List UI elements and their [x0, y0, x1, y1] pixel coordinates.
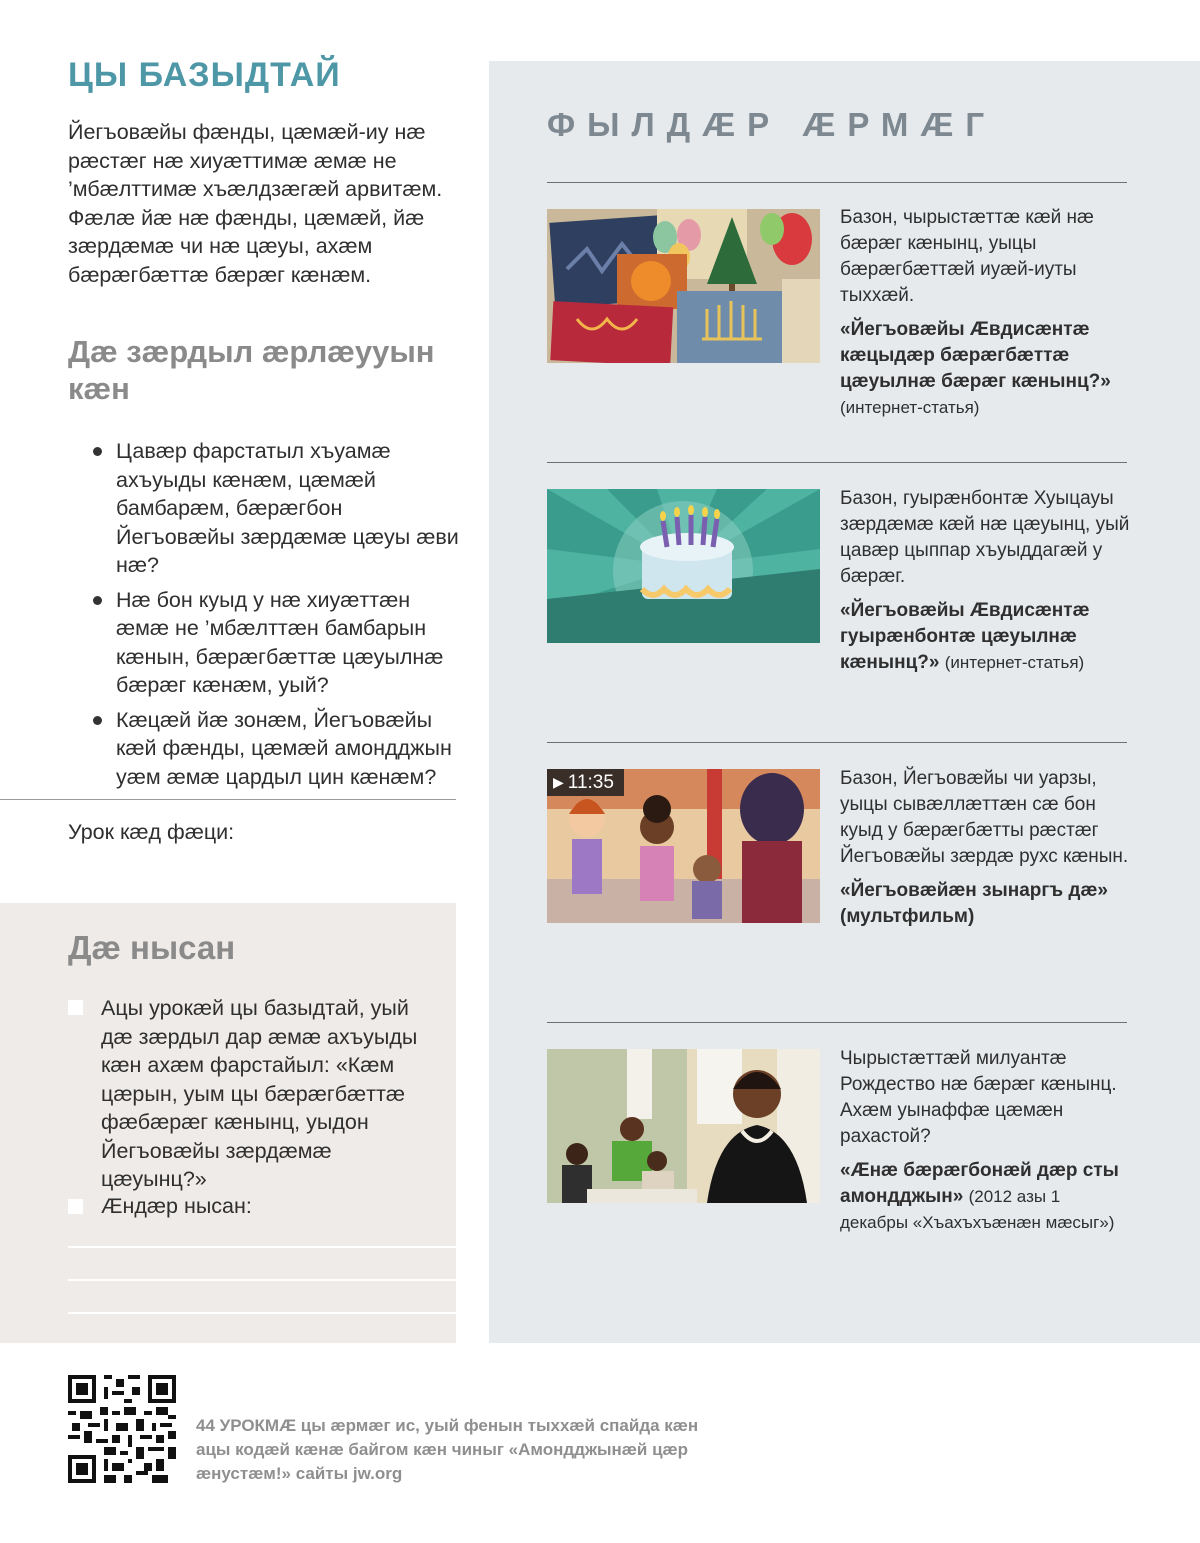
birthday-cake-image[interactable] — [547, 489, 820, 643]
divider — [547, 1022, 1127, 1023]
divider — [0, 799, 456, 800]
question-text: Цавæр фарстатыл хъуамæ ахъуыды кæнæм, цæмæй бамбарæм, бæрæгбон Йегъовæйы зæрдæмæ цæуы æви нæ? — [116, 439, 459, 577]
item-link[interactable] — [840, 317, 1130, 421]
item-description: Базон, Йегъовæйы чи уарзы, уыцы сывæллæттæн сæ бон куыд у бæрæгбæтты рæстæг Йегъовæйы зæрдæ рухс кæнын. — [840, 768, 1129, 867]
divider — [547, 182, 1127, 183]
video-duration-badge[interactable] — [547, 769, 624, 796]
item-link[interactable] — [840, 598, 1130, 676]
item-note: (2012 азы 1 декабры «Хъахъхъæнæн мæсыг») — [840, 1187, 1115, 1232]
checkbox-icon[interactable] — [68, 1000, 83, 1015]
goal-heading: Дæ нысан — [68, 929, 236, 966]
section-heading: ЦЫ БАЗЫДТАЙ — [68, 56, 341, 94]
qr-code-icon[interactable] — [68, 1375, 176, 1483]
reading-item — [840, 486, 1130, 676]
holidays-collage-image[interactable] — [547, 209, 820, 363]
video-duration: 11:35 — [567, 772, 614, 793]
review-question — [90, 586, 460, 700]
question-text: Нæ бон куыд у нæ хиуæттæн æмæ не ’мбæлттæн бамбарын кæнын, бæрæгбæттæ цæуылнæ бæрæг кæнæм, уый? — [116, 587, 444, 697]
other-goal-label: Æндæр нысан: — [101, 1194, 252, 1218]
review-questions — [90, 437, 460, 797]
item-title[interactable]: «Æнæ бæрæгбонæй дæр сты амондджын» — [840, 1160, 1119, 1207]
reading-item — [840, 205, 1130, 421]
further-reading-heading: ФЫЛДÆР ÆРМÆГ — [547, 106, 997, 143]
woman-portrait-image[interactable] — [547, 1049, 820, 1203]
item-title[interactable]: «Йегъовæйы Æвдисæнтæ гуырæнбонтæ цæуылнæ кæнынц?» — [840, 600, 1090, 673]
writing-line[interactable] — [68, 1312, 456, 1314]
review-heading: Дæ зæрдыл æрлæууын кæн — [68, 334, 435, 406]
divider — [547, 462, 1127, 463]
footer-note: 44 УРОКМÆ цы æрмæг ис, уый фенын тыххæй спайда кæн ацы кодæй кæнæ байгом кæн чиныг «Амондджынæй цæр æнустæм!» сайты jw.org — [196, 1416, 699, 1483]
item-description: Базон, чырыстæттæ кæй нæ бæрæг кæнынц, уыцы бæрæгбæттæй иуæй-иуты тыххæй. — [840, 207, 1094, 306]
item-note: (интернет-статья) — [840, 398, 980, 417]
question-text: Кæцæй йæ зонæм, Йегъовæйы кæй фæнды, цæмæй амондджын уæм æмæ цардыл цин кæнæм? — [116, 707, 452, 789]
item-description: Чырыстæттæй милуантæ Рождество нæ бæрæг кæнынц. Ахæм уынаффæ цæмæн рахастой? — [840, 1048, 1117, 1147]
writing-line[interactable] — [68, 1279, 456, 1281]
bullet-icon — [93, 596, 102, 605]
bullet-icon — [93, 716, 102, 725]
reading-item — [840, 1046, 1130, 1236]
review-question — [90, 706, 460, 792]
item-note: (интернет-статья) — [944, 653, 1085, 672]
item-title[interactable]: «Йегъовæйæн зынаргъ дæ» (мультфильм) — [840, 880, 1108, 927]
item-title[interactable]: «Йегъовæйы Æвдисæнтæ кæцыдæр бæрæгбæттæ цæуылнæ бæрæг кæнынц?» — [840, 319, 1111, 392]
play-icon: ▶ — [553, 774, 564, 790]
divider — [547, 742, 1127, 743]
intro-paragraph: Йегъовæйы фæнды, цæмæй-иу нæ рæстæг нæ хиуæттимæ æмæ не ’мбæлттимæ хъæлдзæгæй арвитæм. Фæлæ йæ нæ фæнды, цæмæй, йæ зæрдæмæ чи нæ цæуы, ахæм бæрæгбæттæ бæрæг кæнæм. — [68, 120, 443, 287]
reading-item — [840, 766, 1130, 930]
bullet-icon — [93, 447, 102, 456]
item-description: Базон, гуырæнбонтæ Хуыцауы зæрдæмæ кæй нæ цæуынц, уый цавæр цыппар хъуыддагæй у бæрæг. — [840, 488, 1130, 587]
goal-item-text: Ацы урокæй цы базыдтай, уый дæ зæрдыл дар æмæ ахъуыды кæн ахæм фарстайыл: «Кæм цæрын, уым цы бæрæгбæттæ фæбæрæг кæнынц, уыдон Йегъовæйы зæрдæмæ цæуынц?» — [101, 996, 418, 1191]
checkbox-icon[interactable] — [68, 1199, 83, 1214]
item-link[interactable] — [840, 1158, 1130, 1236]
lesson-date-label: Урок кæд фæци: — [68, 820, 235, 844]
review-question — [90, 437, 460, 580]
writing-line[interactable] — [68, 1246, 456, 1248]
item-link[interactable] — [840, 878, 1130, 930]
